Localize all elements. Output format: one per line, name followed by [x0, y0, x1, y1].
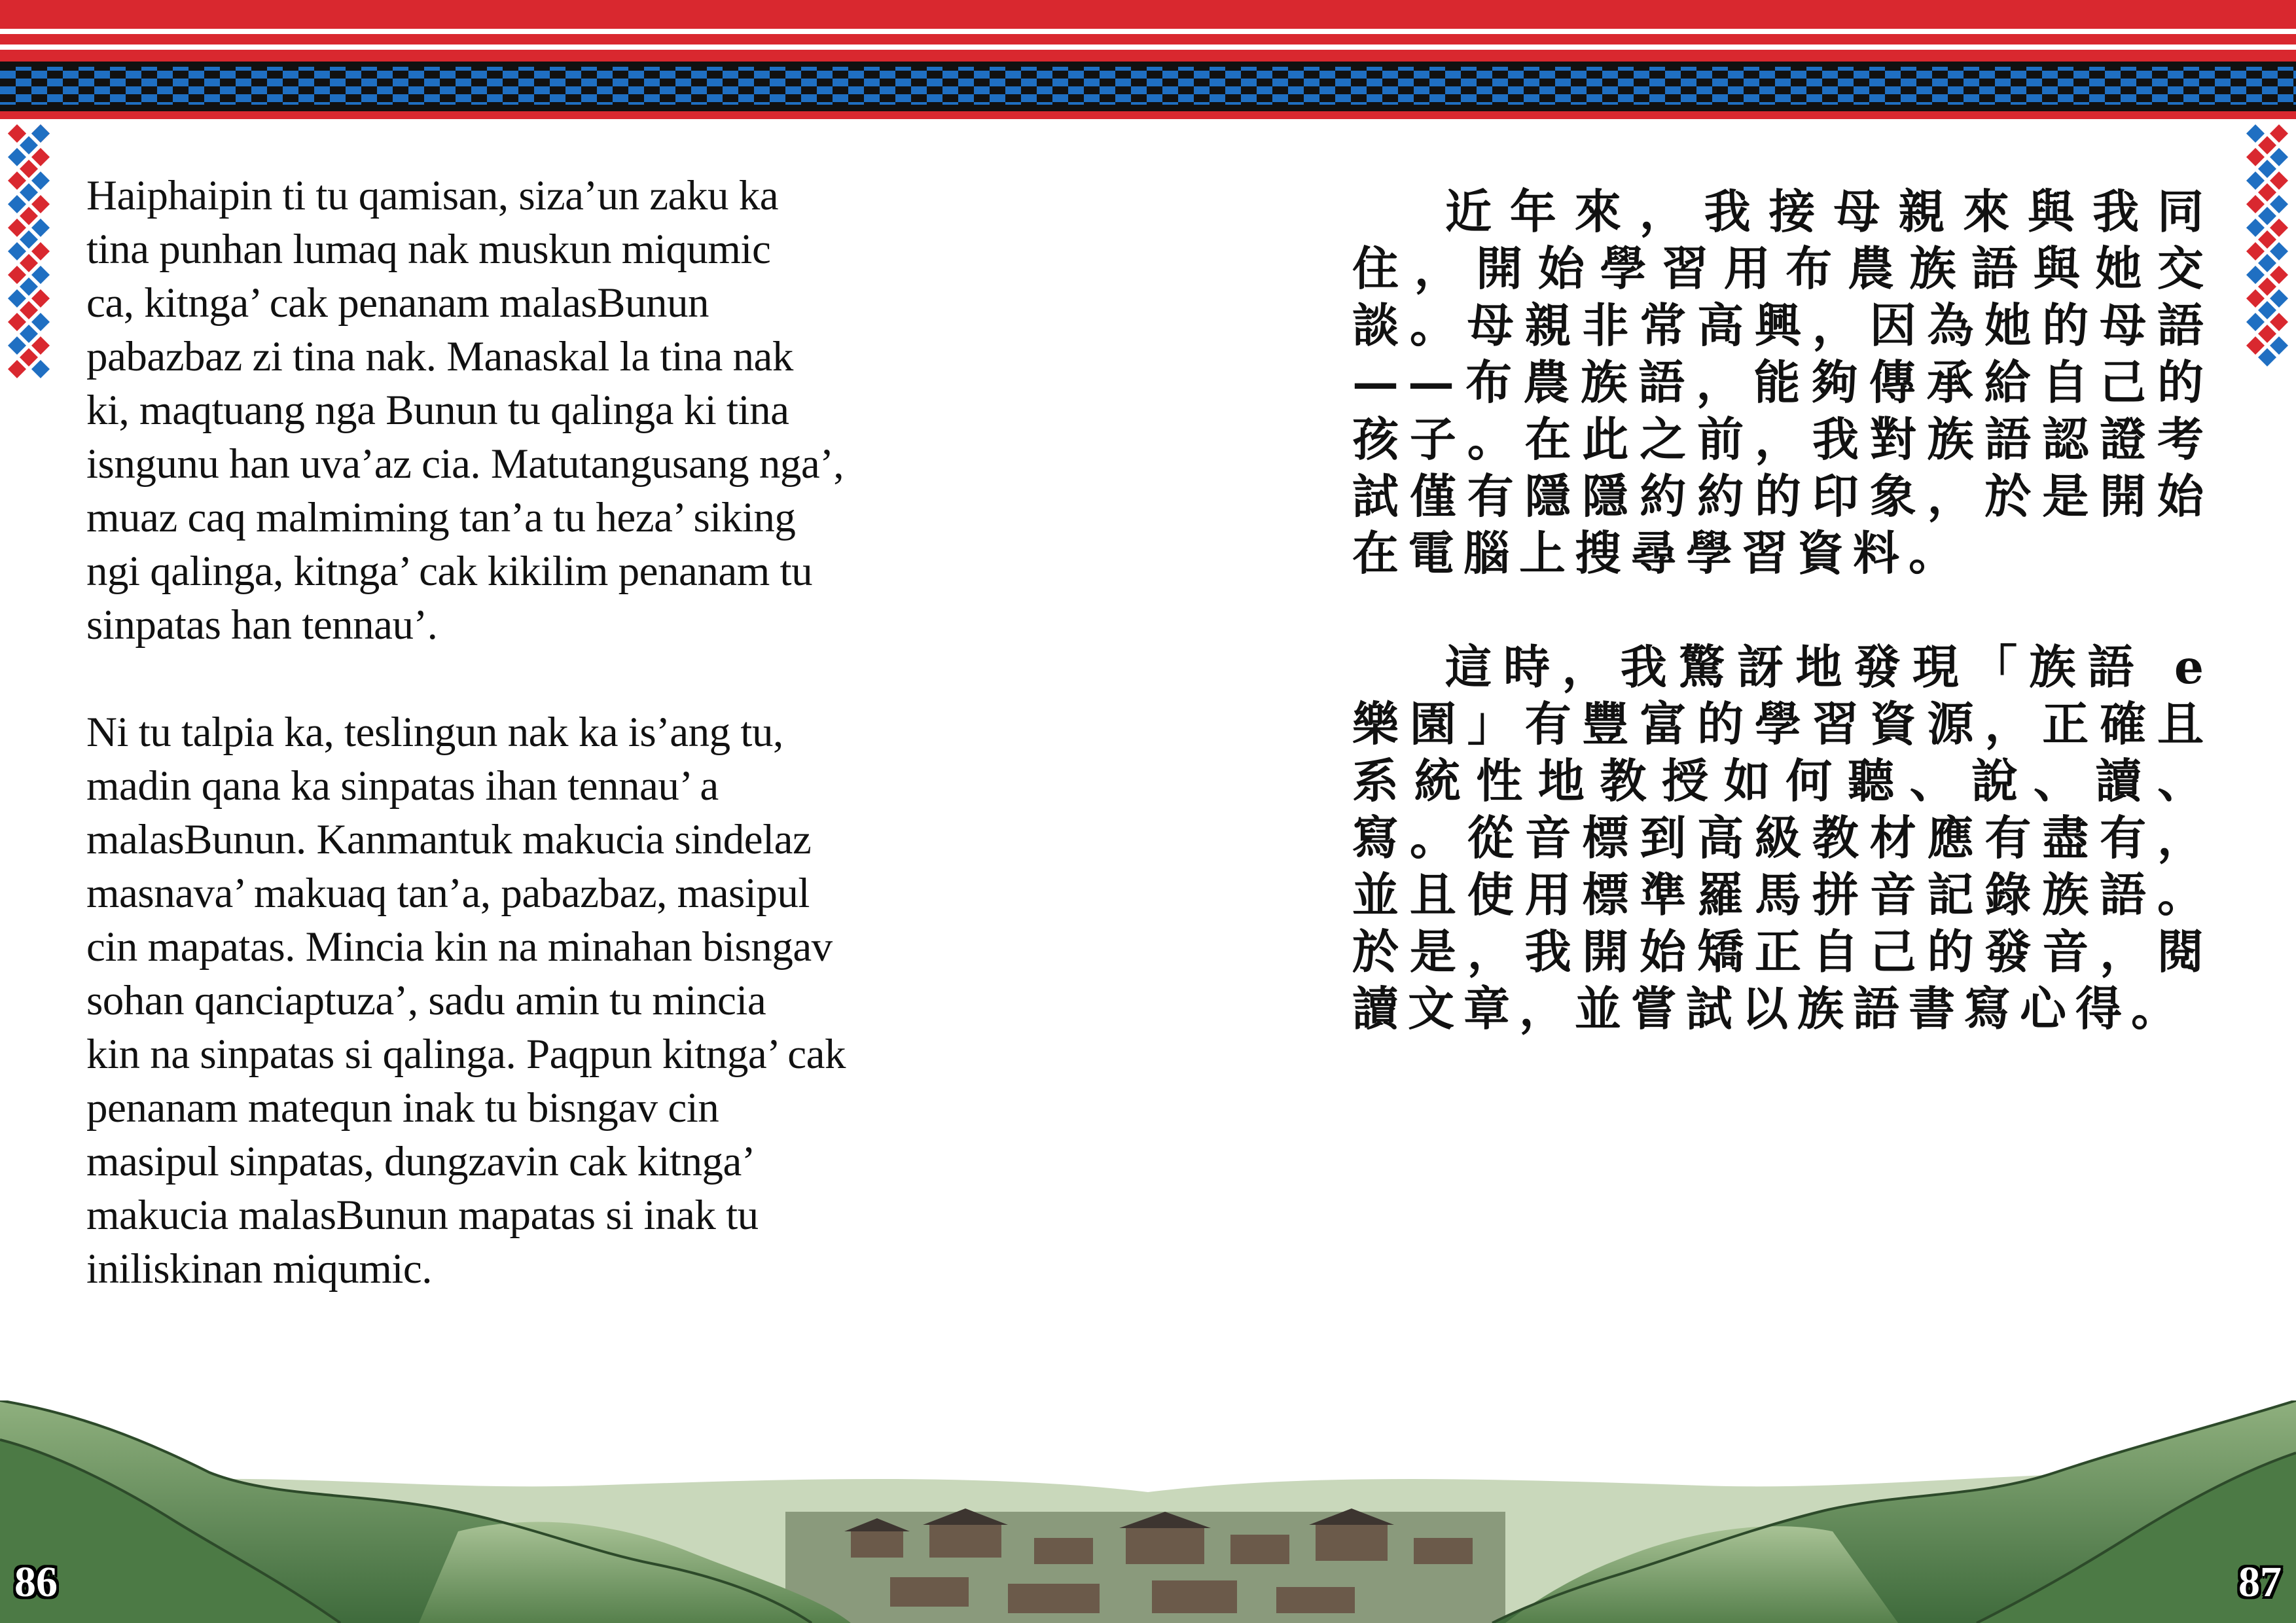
top-woven-border	[0, 0, 2296, 124]
page-number-left: 86	[14, 1558, 58, 1606]
left-paragraph-2: Ni tu talpia ka, teslingun nak ka is’ang tu, madin qana ka sinpatas ihan tennau’ a malasBunun. Kanmantuk makucia sindelaz masnava’ makuaq tan’a, pabazbaz, masipul cin mapatas. Mincia kin na minahan bisngav sohan qanciaptuza’, sadu amin tu mincia kin na sinpatas si qalinga. Paqpun kitnga’ cak penanam matequn inak tu bisngav cin masipul sinpatas, dungzavin cak kitnga’ makucia malasBunun mapatas si inak tu iniliskinan miqumic.	[86, 709, 846, 1293]
left-diamond-ornament	[4, 124, 54, 386]
right-page-body	[1352, 183, 2213, 1037]
page-number-right: 87	[2238, 1558, 2282, 1606]
right-paragraph-1: 近年來，我接母親來與我同住，開始學習用布農族語與她交談。母親非常高興，因為她的母語——布農族語，能夠傳承給自己的孩子。在此之前，我對族語認證考試僅有隱隱約約的印象，於是開始在電腦上搜尋學習資料。	[1352, 184, 2213, 580]
left-paragraph-1: Haiphaipin ti tu qamisan, siza’un zaku ka tina punhan lumaq nak muskun miqumic ca, kitnga’ cak penanam malasBunun pabazbaz zi tina nak. Manaskal la tina nak ki, maqtuang nga Bunun tu qalinga ki tina isngunu han uva’az cia. Matutangusang nga’, muaz caq malmiming tan’a tu heza’ siking ngi qalinga, kitnga’ cak kikilim penanam tu sinpatas han tennau’.	[86, 172, 844, 649]
right-paragraph-2: 這時，我驚訝地發現「族語 e 樂園」有豐富的學習資源，正確且系統性地教授如何聽、說、讀、寫。從音標到高級教材應有盡有，並且使用標準羅馬拼音記錄族語。於是，我開始矯正自己的發音，閱讀文章，並嘗試以族語書寫心得。	[1352, 639, 2213, 1036]
right-diamond-ornament	[2242, 124, 2292, 380]
mountain-village-illustration	[0, 1400, 2296, 1623]
left-page-body	[86, 169, 937, 1296]
